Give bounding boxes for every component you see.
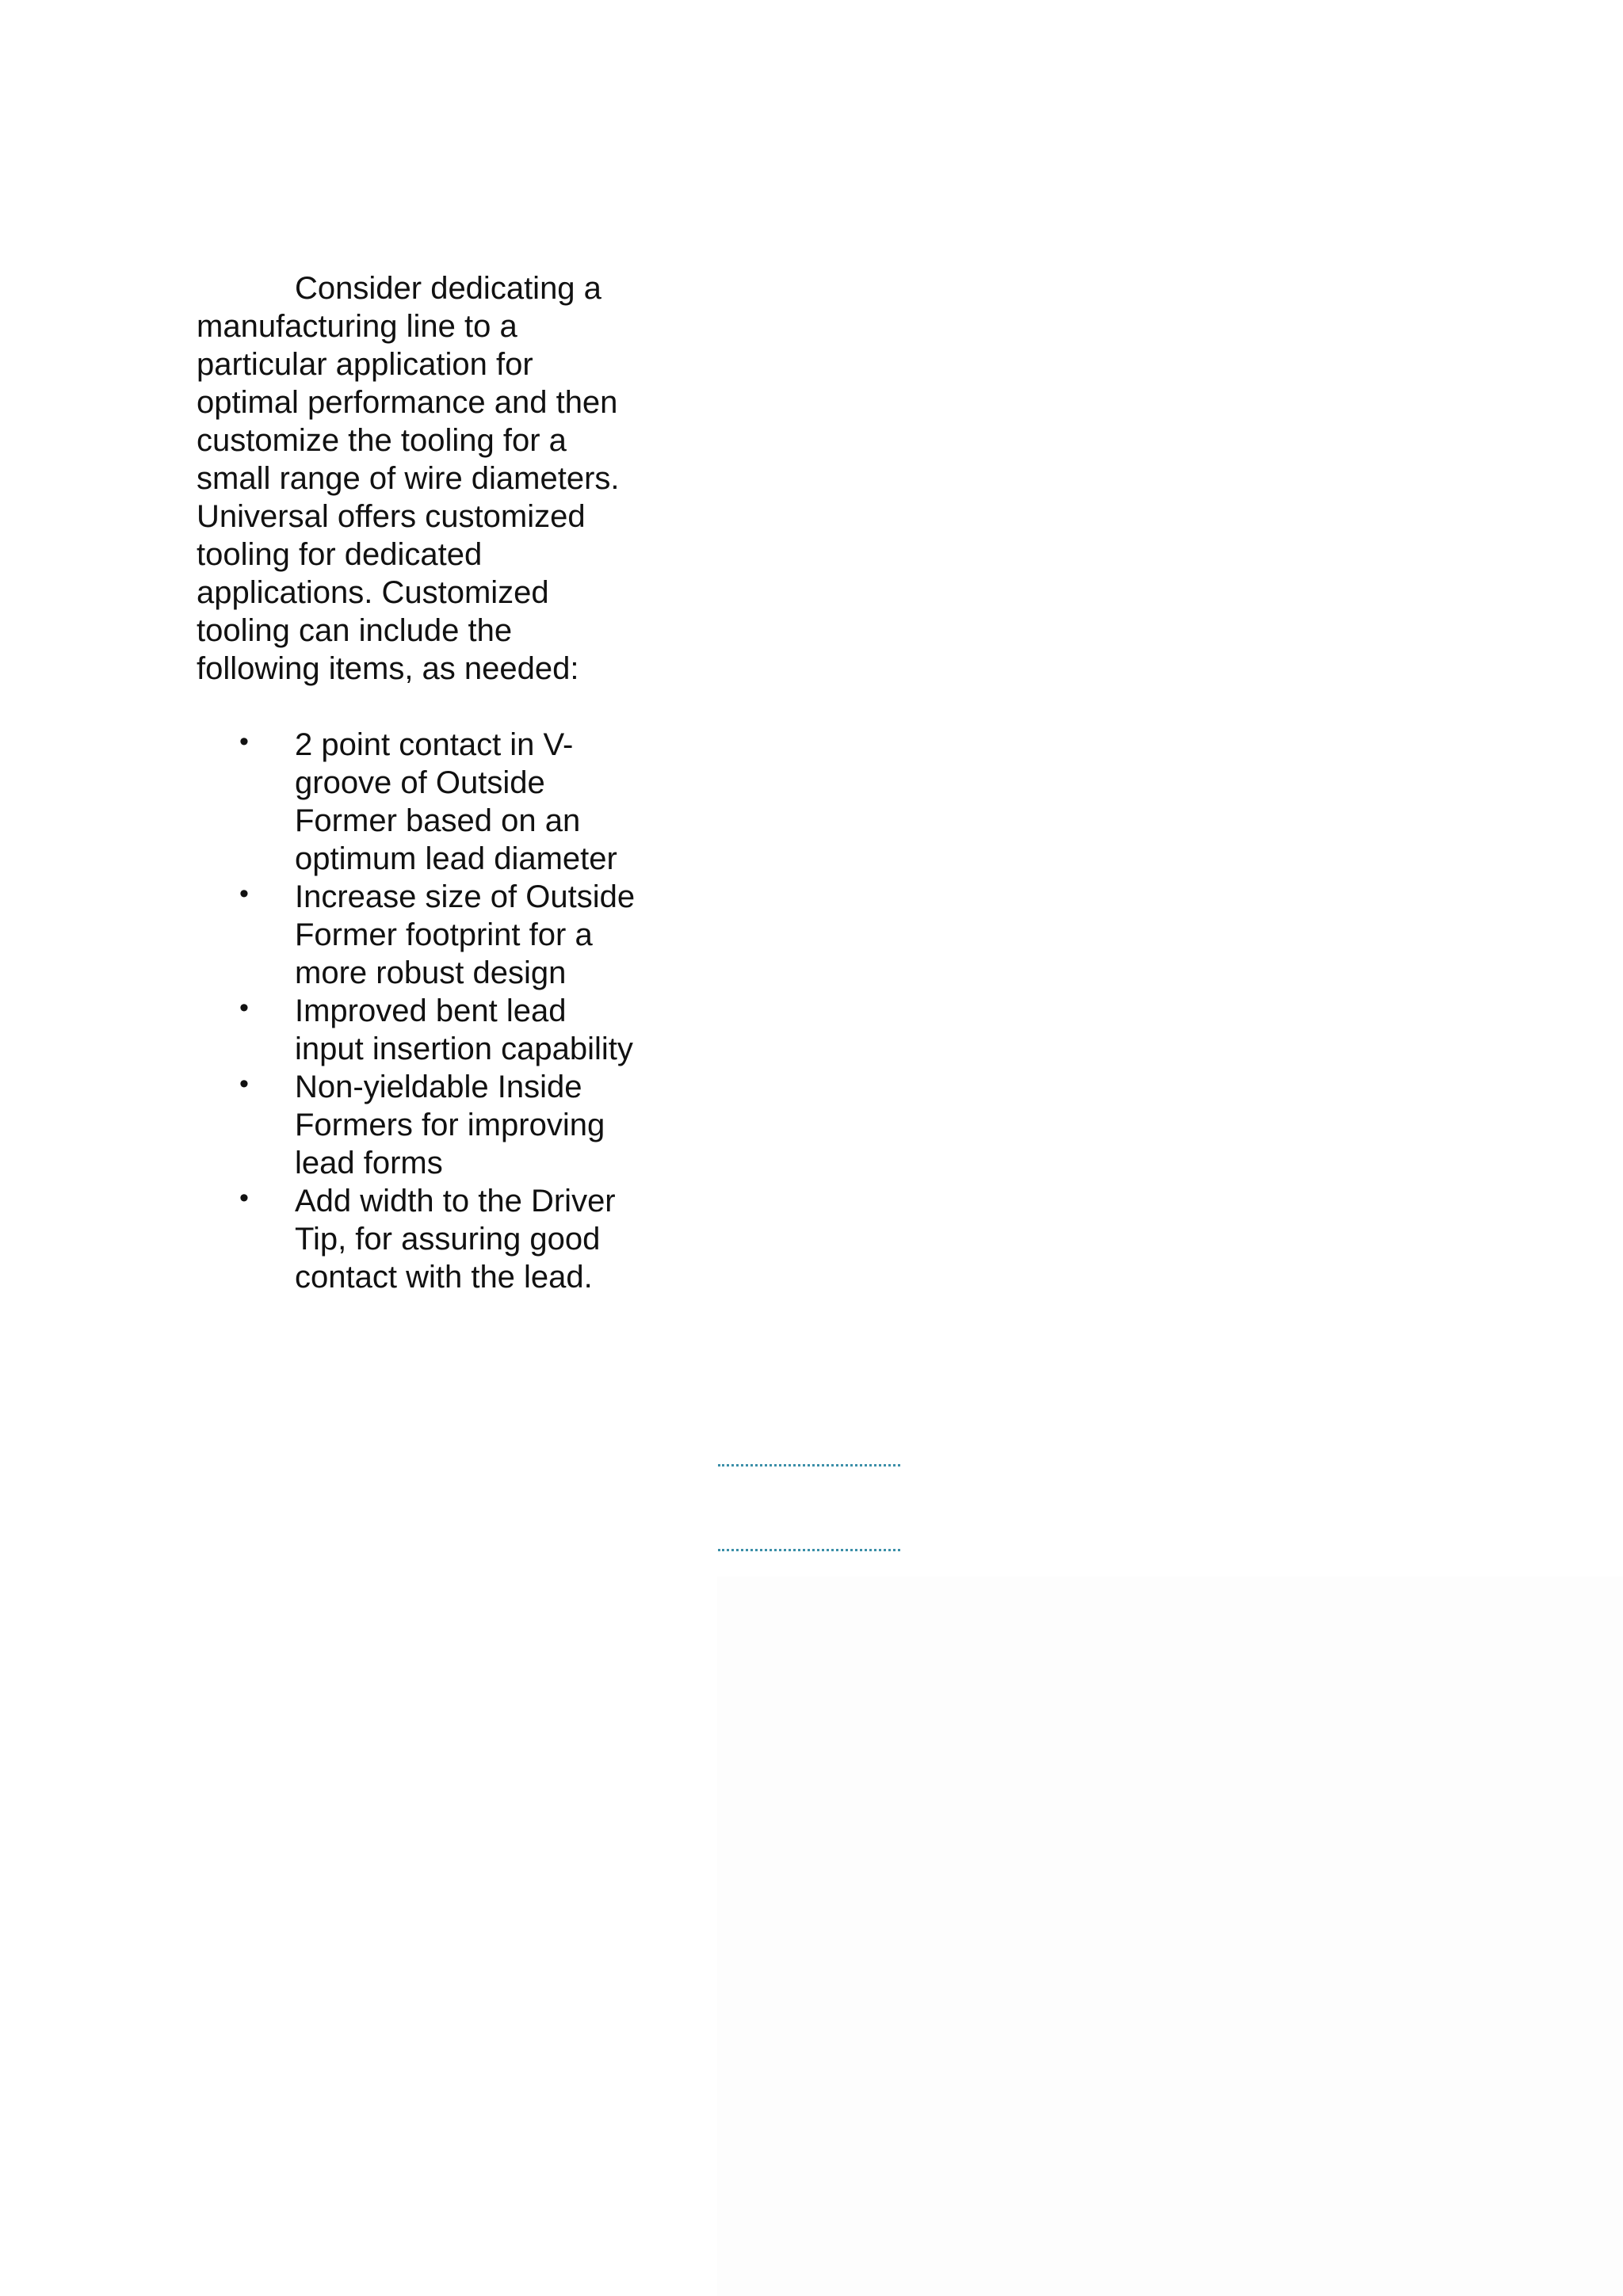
list-item (197, 1182, 640, 1296)
list-item-text: 2 point contact in V-groove of Outside Former based on an optimum lead diameter (295, 727, 617, 876)
background-shade (717, 1577, 1623, 2296)
bullet-icon: • (239, 1183, 249, 1213)
list-item-text: Add width to the Driver Tip, for assuring good contact with the lead. (295, 1184, 616, 1295)
bullet-icon: • (239, 993, 249, 1023)
bullet-icon: • (239, 879, 249, 909)
dotted-rule (718, 1464, 900, 1466)
tooling-options-list (197, 726, 640, 1296)
bullet-icon: • (239, 727, 249, 757)
list-item (197, 992, 640, 1068)
list-item-text: Improved bent lead input insertion capability (295, 994, 633, 1066)
text-column (197, 269, 640, 1296)
list-item (197, 726, 640, 878)
list-item-text: Increase size of Outside Former footprint for a more robust design (295, 879, 636, 990)
intro-paragraph: Consider dedicating a manufacturing line to a particular application for optimal performance and then customize the tooling for a small range of wire diameters. Universal offers customized tooling for dedicated applications. Customized tooling can include the following items, as needed: (197, 271, 620, 686)
bullet-icon: • (239, 1069, 249, 1099)
list-item (197, 1068, 640, 1182)
dotted-rule (718, 1549, 900, 1551)
list-item-text: Non-yieldable Inside Formers for improving lead forms (295, 1070, 605, 1180)
list-item (197, 878, 640, 992)
